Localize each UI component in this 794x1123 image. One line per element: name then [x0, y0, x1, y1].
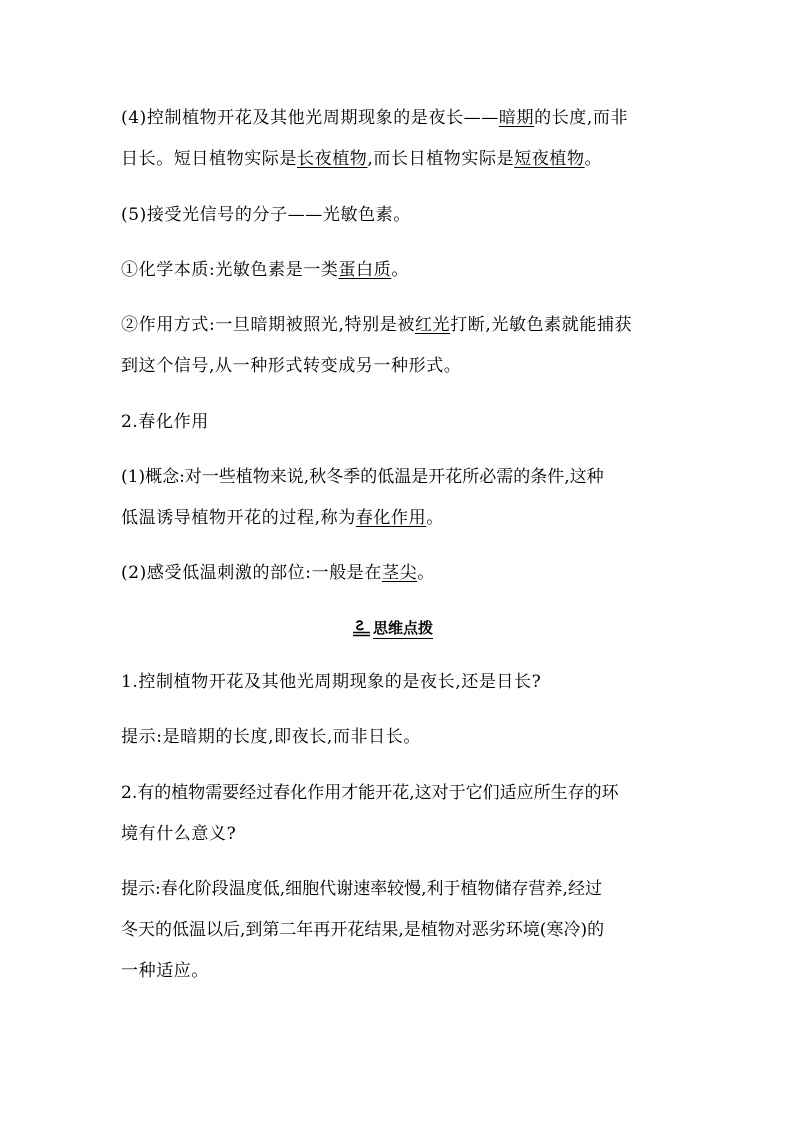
answer-red-light: 红光 [414, 315, 451, 335]
answer-dark-period: 暗期 [498, 108, 535, 128]
section-2-item-1-line-1: (1)概念:对一些植物来说,秋冬季的低温是开花所必需的条件,这种 [121, 467, 604, 487]
answer-short-night-plant: 短夜植物 [514, 149, 585, 169]
thinking-icon [352, 619, 372, 637]
question-1: 1.控制植物开花及其他光周期现象的是夜长,还是日长? [121, 672, 542, 692]
paragraph-5: (5)接受光信号的分子——光敏色素。 [121, 205, 411, 225]
thinking-tips-header [352, 616, 433, 640]
thinking-tips-title: 思维点拨 [373, 619, 434, 637]
section-2-item-1-line-2: 低温诱导植物开花的过程,称为春化作用。 [121, 508, 444, 528]
paragraph-5-item-2-line-2: 到这个信号,从一种形式转变成另一种形式。 [121, 356, 462, 376]
answer-1: 提示:是暗期的长度,即夜长,而非日长。 [121, 727, 421, 747]
section-2-heading: 2.春化作用 [121, 412, 209, 432]
paragraph-5-item-1: ①化学本质:光敏色素是一类蛋白质。 [121, 260, 409, 280]
answer-2-line-2: 冬天的低温以后,到第二年再开花结果,是植物对恶劣环境(寒冷)的 [121, 920, 605, 940]
answer-stem-tip: 茎尖 [382, 563, 418, 583]
answer-long-night-plant: 长夜植物 [297, 149, 368, 169]
paragraph-4-line-1: (4)控制植物开花及其他光周期现象的是夜长——暗期的长度,而非 [121, 108, 629, 128]
question-2-line-1: 2.有的植物需要经过春化作用才能开花,这对于它们适应所生存的环 [121, 783, 619, 803]
question-2-line-2: 境有什么意义? [121, 824, 237, 844]
answer-2-line-1: 提示:春化阶段温度低,细胞代谢速率较慢,利于植物储存营养,经过 [121, 879, 602, 899]
paragraph-5-item-2-line-1: ②作用方式:一旦暗期被照光,特别是被红光打断,光敏色素就能捕获 [121, 315, 633, 335]
section-2-item-2: (2)感受低温刺激的部位:一般是在茎尖。 [121, 563, 435, 583]
answer-vernalization: 春化作用 [355, 508, 427, 528]
paragraph-4-line-2: 日长。短日植物实际是长夜植物,而长日植物实际是短夜植物。 [121, 149, 603, 169]
answer-protein: 蛋白质 [338, 260, 392, 280]
answer-2-line-3: 一种适应。 [121, 961, 209, 981]
